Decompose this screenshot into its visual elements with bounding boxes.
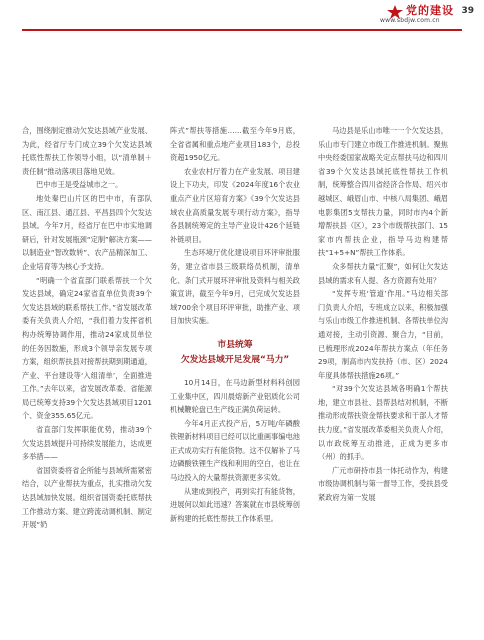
magazine-logo bbox=[374, 2, 454, 26]
paragraph: 广元市研持市县一体托动作为，构建市级协调机制与第一督导工作，受扶县受紧政府为第一发展 bbox=[318, 465, 448, 503]
page-header bbox=[0, 0, 484, 30]
logo-url: www.sbdjw.com.cn bbox=[380, 17, 440, 24]
paragraph: 地处秦巴山片区的巴中市，有部队区、南江县、通江县、平昌县四个欠发达县域。今年7月，经省厅在巴中市实地调研后，针对发展瓶颈“定制”解决方案——以制造业“智改数转”、农产品精深加工、企业培育等为核心予支持。 bbox=[22, 193, 152, 271]
column-left bbox=[22, 124, 152, 532]
paragraph: “明确一个省直部门联系帮扶一个欠发达县域，确定24家省直单位负责39个欠发达县域的联系帮扶工作。”省发展改革委有关负责人介绍，“我们着力发挥省机构办统筹协调作用，推动24家成员单位的任务因数施，形成3个领导亲发展专项方案，组织帮扶县对接帮扶期到期通道，产业、平台建设等‘入组清单’，全面推进工作。”去年以来，省发展改革委、省能源局已统筹支持39个欠发达县域项目1201个、资金355.65亿元。 bbox=[22, 275, 152, 421]
column-middle bbox=[170, 124, 300, 525]
paragraph: 巴中市王是受益城市之一。 bbox=[36, 180, 123, 190]
paragraph: 合，围绕制定推动欠发达县域产业发展、为此，经省厅专门成立39个欠发达县域托底性帮扶工作领导小组，以“清单制＋责任制”推动落项目落地见效。 bbox=[22, 126, 152, 176]
paragraph: 马边县是乐山市唯一一个欠发达县，乐山市专门建立市级工作推进机制。聚焦中央经委国家战略关定点帮扶马边和四川省39个欠发达县域托底性帮扶工作机制，统筹整合四川省经济合作局、绍兴市越城区、峨眉山市、中核八局集团、峨眉电影集团5支帮扶力量，同时市内4个新增帮扶县（区），23个市级帮扶部门、15家市内帮扶企业，指导马边构建帮扶“1+5+N”帮扶工作体系。 bbox=[318, 126, 448, 258]
paragraph: 今年4月正式投产后，5万吨/年磷酸铁锂新材料项目已经可以比重画事编电池正式成功实行有能货物。这不仅解补了马边磷酸铁锂生产线和利用的空白，也让在马边投入的大量帮扶资源更多实效。 bbox=[170, 418, 300, 483]
paragraph: 生态环境厅优化建设项目环评审批服务，建立省市县三级联络员机制，清单化、条门式开展环评审批及资料与相关政策宣讲，截至今年9月，已完成欠发达县域700余个项目环评审批，助推产业、项目加快实施。 bbox=[170, 248, 300, 326]
paragraph: 众多帮扶力量“汇聚”，如何让欠发达县域的需求有人提、各方资源有处用？ bbox=[318, 261, 448, 285]
logo-title: 党的建设 bbox=[406, 4, 454, 17]
header-divider bbox=[22, 29, 462, 31]
paragraph: 省国资委将省企所能与县域所需紧密结合，以产业帮扶为重点，扎实推动欠发达县域加快发展。组织省国资委托底帮扶工作推动方案、建立跨流动调机制、制定开展“奶 bbox=[22, 465, 152, 530]
paragraph: 农业农村厅着力在产业发展、项目建设上下功夫，印发《2024年度16个农业重点产业片区培育方案》《39个欠发达县域农业高质量发展专项行动方案》，指导各县制统筹定的主导产业设计426个延链补链项目。 bbox=[170, 166, 300, 244]
column-right bbox=[318, 124, 448, 505]
section-heading-line1: 市县统筹 bbox=[217, 339, 253, 350]
section-heading bbox=[170, 338, 300, 368]
paragraph: 从建成到投产，再到实打有能货物，进展何以如此迅速？答案就在市县统筹创新构建的托底性帮扶工作体系里。 bbox=[170, 486, 300, 523]
paragraph: “对39个欠发达县域各明确1个帮扶地，建立市县社、县帮县结对机制，不断推动形成帮扶资金帮扶要求和干部人才帮扶力度。”省发展改革委相关负责人介绍，以市政统筹互动推进，正成为更多市（州）的抓手。 bbox=[318, 384, 448, 462]
section-heading-line2: 欠发达县域开足发展“马力” bbox=[180, 354, 290, 365]
paragraph: 10月14日，在马边新型材料科创园工业集中区，四川晨熔新产业铝质化公司机械鞭轮盘已生产线正满负荷运转。 bbox=[170, 377, 300, 415]
page-number: 39 bbox=[461, 6, 474, 16]
paragraph: “发挥专班‘管道’作用。”马边相关部门负责人介绍，专班成立以来，积极加强与乐山市级工作推进机制、各帮扶单位沟通对接，主动引资源、聚合力，“目前，已梳理形成2024年帮扶方案点（年任务29项，制高市内发扶持（市、区）2024年度具体帮扶措施26项。” bbox=[318, 289, 448, 380]
paragraph: 阵式”帮扶等措施……截至今年9月底，全省省属和重点地产业项目183个，总投资超1950亿元。 bbox=[170, 126, 300, 163]
paragraph: 省直部门发挥职能优势，推动39个欠发达县域提升可持续发展能力，达成更多举措—— bbox=[22, 425, 152, 462]
